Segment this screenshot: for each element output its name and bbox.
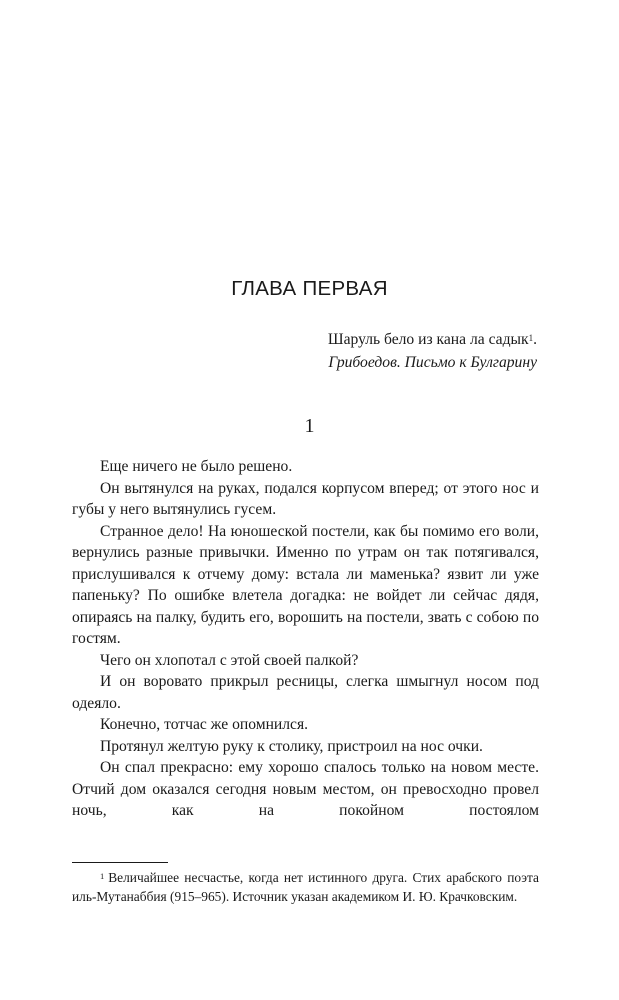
paragraph: Конечно, тотчас же опомнился. — [100, 716, 309, 733]
footnote-paragraph — [72, 868, 539, 906]
section-number: 1 — [304, 415, 315, 437]
paragraph: Он вытянулся на руках, подался корпусом вперед; от этого нос и губы у него вытянулись гусем. — [72, 479, 539, 518]
epigraph-author: Грибоедов. Письмо к Булгарину — [328, 354, 537, 371]
footnote-number: 1 — [100, 871, 105, 881]
paragraph: Странное дело! На юношеской постели, как бы помимо его воли, вернулись разные привычки. Именно по утрам он так потягивался, прислушивался к отчему дому: встала ли маменька? язвит ли уже папеньку? По ошибке влетела догадка: не войдет ли сейчас дядя, опираясь на палку, будить его, ворошить на постели, звать с собою по гостям. — [72, 522, 539, 647]
epigraph-period: . — [533, 331, 537, 348]
paragraph: Чего он хлопотал с этой своей палкой? — [100, 651, 359, 669]
footnote-reference[interactable]: 1 — [528, 333, 534, 343]
epigraph-line — [328, 328, 537, 351]
paragraph: Еще ничего не было решено. — [100, 458, 293, 475]
footnote-text: Величайшее несчастье, когда нет истинного друга. Стих арабского поэта иль-Мутанаббия (915–965). Источник указан академиком И. Ю. Крачковским. — [72, 870, 539, 904]
body-text — [72, 456, 539, 822]
epigraph-text: Шаруль бело из кана ла садык — [327, 331, 529, 348]
epigraph — [328, 328, 537, 374]
paragraph: Протянул желтую руку к столику, пристроил на нос очки. — [100, 737, 483, 755]
footnote — [72, 868, 539, 906]
paragraph: Он спал прекрасно: ему хорошо спалось только на новом месте. Отчий дом оказался сегодня новым местом, он превосходно провел ночь, как на покойном постоялом — [72, 759, 539, 819]
paragraph: И он воровато прикрыл ресницы, слегка шмыгнул носом под одеяло. — [72, 673, 539, 712]
footnote-divider — [72, 862, 168, 863]
chapter-title: ГЛАВА ПЕРВАЯ — [231, 277, 388, 300]
